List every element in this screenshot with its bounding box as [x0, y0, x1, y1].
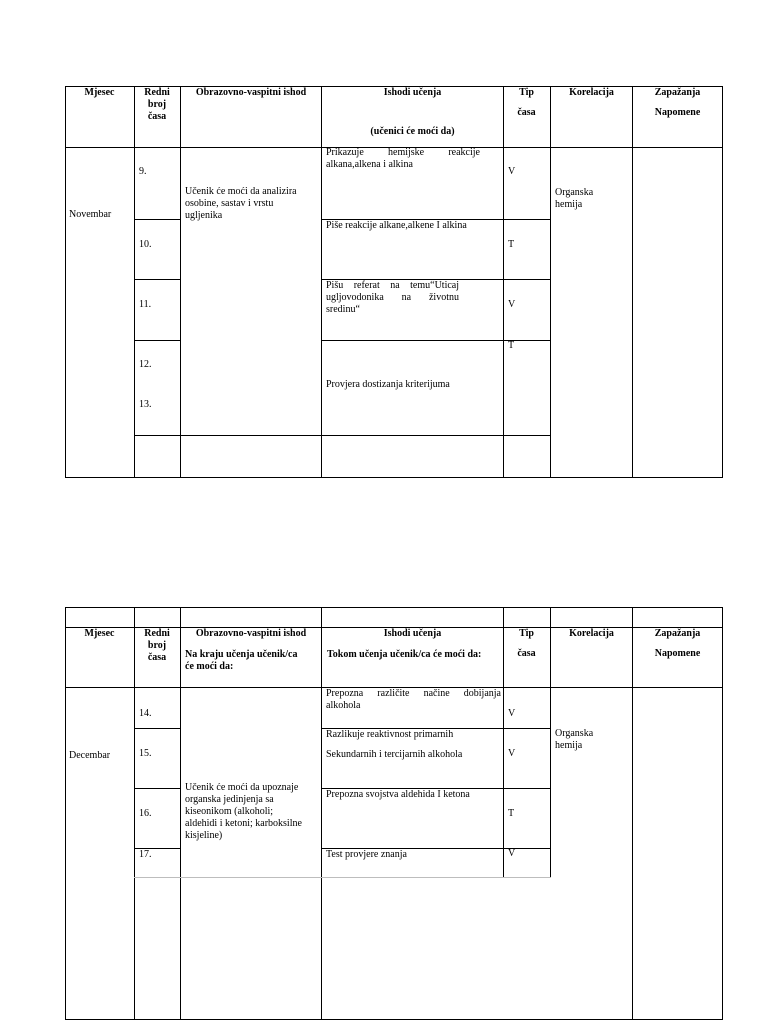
header-ishodi-sub: (učenici će moći da) [370, 126, 455, 137]
correlation-cell: Organska hemija [555, 187, 594, 210]
learning-outcome: Prikazuje hemijske reakcije alkana,alkena i alkina [326, 147, 480, 170]
learning-outcome: Prepozna svojstva aldehida I ketona [326, 789, 470, 800]
header-mjesec: Mjesec [84, 87, 115, 98]
outcome-cell: Učenik će moći da analizira osobine, sastav i vrstu ugljenika [185, 186, 297, 221]
lesson-type: T [508, 239, 515, 250]
header-obrazovno-sub: Na kraju učenja učenik/ca će moći da: [185, 649, 298, 672]
lesson-number: 15. [139, 748, 152, 759]
outcome-cell: Učenik će moći da upoznaje organska jedinjenja sa kiseonikom (alkoholi; aldehidi i ketoni; karboksilne kisjeline) [185, 782, 302, 841]
learning-outcome: Pišu referat na temu“Uticaj ugljovodonika na životnu sredinu“ [326, 280, 459, 315]
learning-outcome: Prepozna različite načine dobijanja alkohola [326, 688, 501, 711]
header-korelacija: Korelacija [569, 628, 614, 639]
lesson-number: 10. [139, 239, 152, 250]
learning-outcome: Piše reakcije alkane,alkene I alkina [326, 220, 467, 231]
header-obrazovno-vaspitni-ishod: Obrazovno-vaspitni ishod [195, 87, 307, 98]
learning-outcome: Test provjere znanja [326, 849, 407, 860]
month-cell: Decembar [69, 750, 111, 761]
table-december [65, 607, 723, 1020]
lesson-number: 14. [139, 708, 152, 719]
header-zapazanja-napomene: Zapažanja Napomene [654, 87, 701, 118]
lesson-type: V [508, 166, 516, 177]
lesson-number: 9. [139, 166, 147, 177]
month-cell: Novembar [69, 209, 112, 220]
header-ishodi-ucenja: Ishodi učenja [383, 87, 442, 98]
lesson-type: V [508, 708, 516, 719]
lesson-type: V [508, 848, 516, 859]
lesson-type: V [508, 748, 516, 759]
header-ishodi-ucenja: Ishodi učenja [383, 628, 442, 639]
learning-outcome: Razlikuje reaktivnost primarnih Sekundarnih i tercijarnih alkohola [326, 729, 463, 760]
lesson-number: 11. [139, 299, 152, 310]
lesson-number: 17. [139, 849, 152, 860]
header-korelacija: Korelacija [569, 87, 614, 98]
lesson-number: 13. [139, 399, 152, 410]
lesson-type: T [508, 340, 515, 351]
correlation-cell: Organska hemija [555, 728, 594, 751]
header-tip-casa: Tip časa [517, 628, 536, 659]
header-tip-casa: Tip časa [517, 87, 536, 118]
header-redni-broj-casa: Redni broj časa [144, 628, 170, 663]
header-obrazovno-vaspitni-ishod: Obrazovno-vaspitni ishod [195, 628, 307, 639]
lesson-number: 16. [139, 808, 152, 819]
lesson-type: V [508, 299, 516, 310]
header-zapazanja-napomene: Zapažanja Napomene [654, 628, 701, 659]
header-redni-broj-casa: Redni broj časa [144, 87, 170, 122]
header-ishodi-sub: Tokom učenja učenik/ca će moći da: [327, 649, 482, 660]
table-november [65, 86, 723, 478]
lesson-type: T [508, 808, 515, 819]
learning-outcome: Provjera dostizanja kriterijuma [326, 379, 450, 390]
header-mjesec: Mjesec [84, 628, 115, 639]
lesson-number: 12. [139, 359, 152, 370]
